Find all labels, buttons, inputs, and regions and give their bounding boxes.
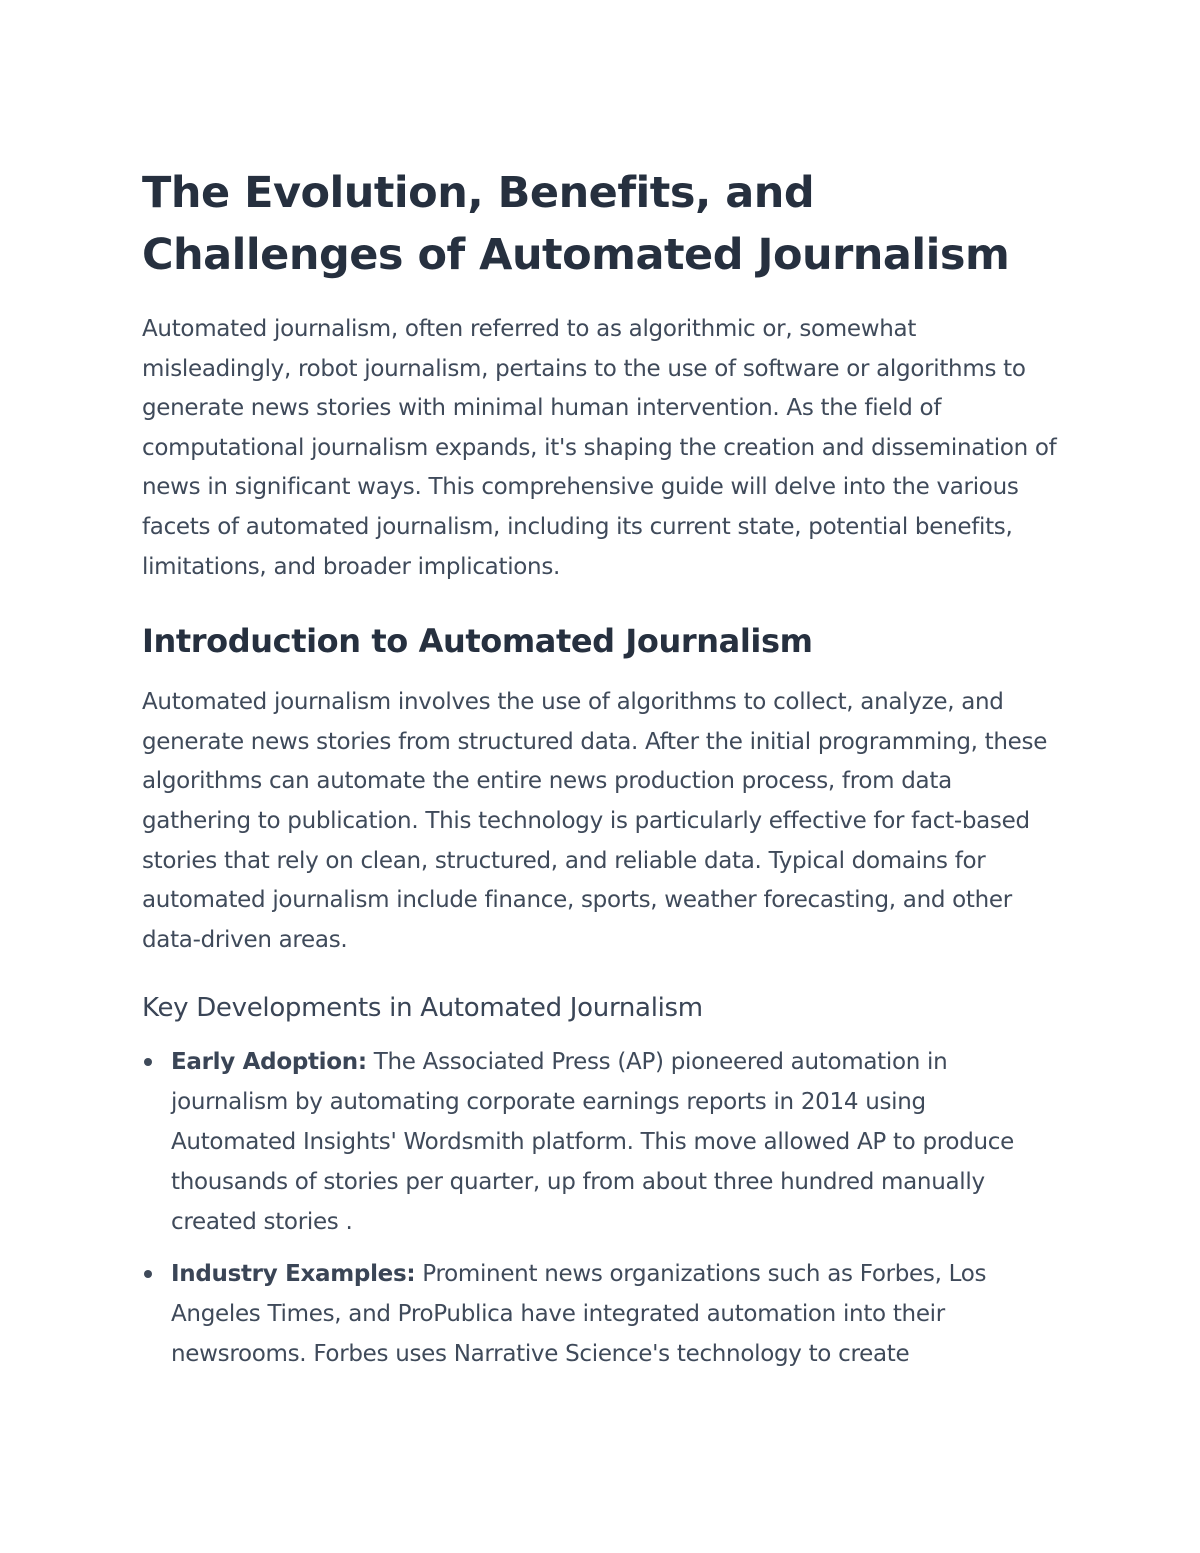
list-item [142,1254,1057,1374]
intro-paragraph: Automated journalism, often referred to as algorithmic or, somewhat misleadingly, robot journalism, pertains to the use of software or algorithms to generate news stories with minimal human intervention. As the field of computational journalism expands, it's shaping the creation and dissemination of news in significant ways. This comprehensive guide will delve into the various facets of automated journalism, including its current state, potential benefits, limitations, and broader implications. [142,316,1057,580]
subsection-heading-key-developments: Key Developments in Automated Journalism [142,993,703,1024]
bullet-body-text: Prominent news organizations such as Forbes, Los Angeles Times, and ProPublica have integrated automation into their newsrooms. Forbes uses Narrative Science's technology to create [171,1261,987,1368]
bullet-body-text: The Associated Press (AP) pioneered automation in journalism by automating corporate earnings reports in 2014 using Automated Insights' Wordsmith platform. This move allowed AP to produce thousands of stories per quarter, up from about three hundred manually created stories . [171,1049,1014,1236]
bullet-icon [144,1058,152,1066]
document-title: The Evolution, Benefits, and Challenges of Automated Journalism [142,168,1010,280]
section-heading-introduction: Introduction to Automated Journalism [142,622,813,661]
list-item [142,1042,1057,1242]
bullet-icon [144,1270,152,1278]
section-introduction-paragraph: Automated journalism involves the use of algorithms to collect, analyze, and generate news stories from structured data. After the initial programming, these algorithms can automate the entire news production process, from data gathering to publication. This technology is particularly effective for fact-based stories that rely on clean, structured, and reliable data. Typical domains for automated journalism include finance, sports, weather forecasting, and other data-driven areas. [142,689,1048,953]
key-developments-list [142,1042,1057,1374]
bullet-lead-text: Early Adoption: [171,1049,367,1076]
document-page [142,162,1057,1386]
bullet-lead-text: Industry Examples: [171,1261,416,1288]
